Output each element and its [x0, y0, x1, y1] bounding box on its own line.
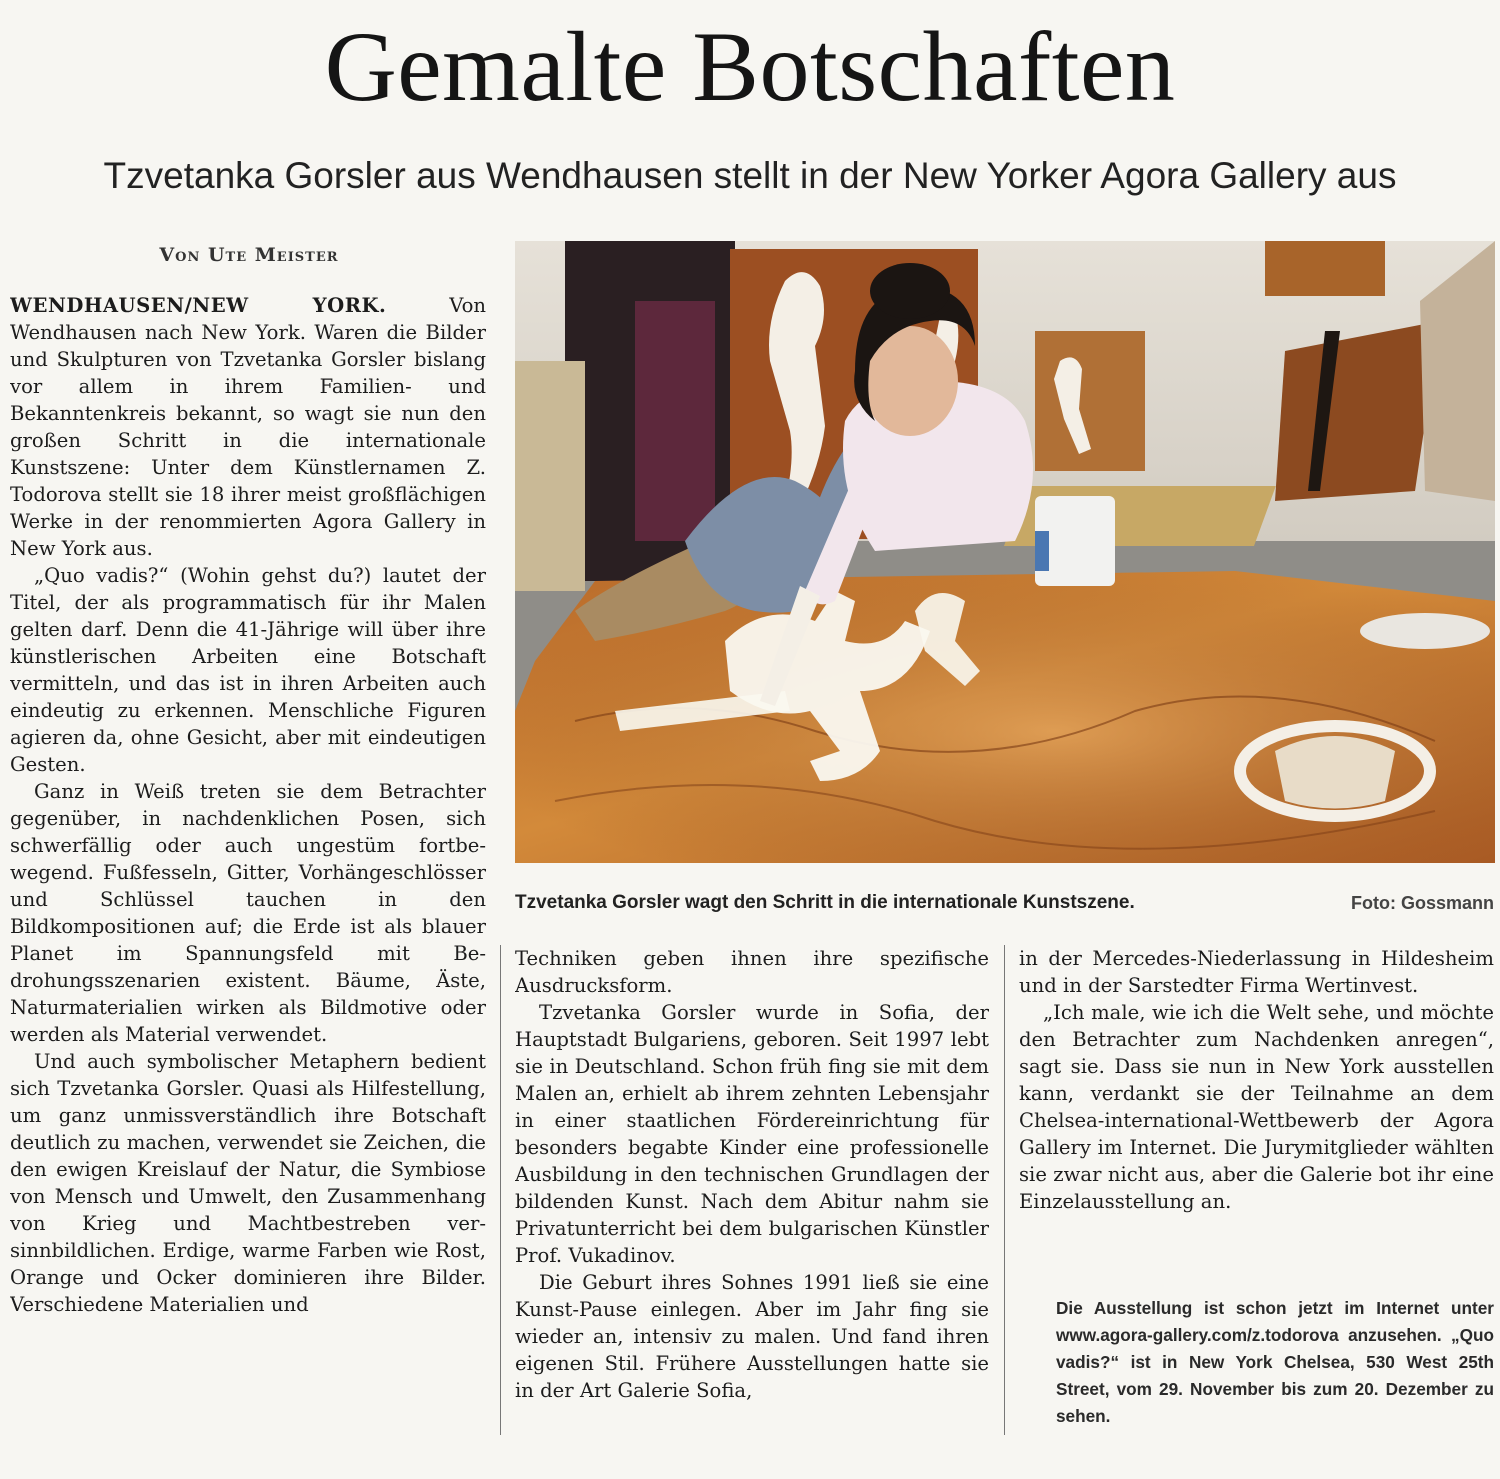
stencil-shape — [1275, 736, 1395, 809]
article-column-1 — [10, 292, 486, 1437]
paragraph-1-text: Von Wendhausen nach New York. Waren die Bilder und Skulpturen von Tzvetanka Gorsler bislang vor allem in ihrem Familien- und Bekanntenkreis bekannt, so wagt sie nun den großen Schritt in die internationale Kunstszene: Unter dem Künstlernamen Z. Todorova stellt sie 18 ihrer meist großflächigen Werke in der renommierten Agora Gallery in New York aus. — [10, 294, 486, 560]
article-column-3 — [1019, 945, 1494, 1275]
shelf-panel — [515, 361, 585, 591]
paragraph-4: Und auch symbolischer Metaphern bedient sich Tzvetanka Gorsler. Quasi als Hilfestellung, um ganz unmissverständlich ihre Botschaft deutlich zu machen, verwendet sie Zeichen, die den ewigen Kreislauf der Natur, die Symbiose von Mensch und Umwelt, den Zusammenhang von Krieg und Machtbestreben versinnbildlichen. Erdige, warme Farben wie Rost, Orange und Ocker dominieren ihre Bilder. Verschiedene Materialien und — [10, 1050, 486, 1316]
photo-credit: Foto: Gossmann — [1351, 893, 1494, 913]
bucket-label — [1035, 531, 1049, 571]
article-subheadline: Tzvetanka Gorsler aus Wendhausen stellt in der New Yorker Agora Gallery aus — [103, 155, 1397, 196]
article-byline: Von Ute Meister — [159, 244, 339, 266]
paragraph-9: „Ich male, wie ich die Welt sehe, und möchte den Betrachter zum Nachdenken anregen“, sagt sie. Dass sie nun in New York ausstellen kann, verdankt sie der Teilnahme an dem Chelsea-international-Wettbewerb der Agora Gallery im Internet. Die Jurymitglieder wählten sie zwar nicht aus, aber die Galerie bot ihr eine Einzelausstellung an. — [1019, 1001, 1494, 1213]
article-photo — [515, 241, 1495, 863]
paragraph-1 — [10, 292, 486, 562]
paragraph-5: Techniken geben ihnen ihre spezifische Ausdrucksform. — [515, 947, 989, 997]
photo-caption: Tzvetanka Gorsler wagt den Schritt in die internationale Kunstszene. — [515, 892, 1135, 913]
artist-hair-bun — [870, 263, 950, 319]
column-divider — [1004, 945, 1005, 1435]
panel-middle — [1035, 331, 1145, 471]
paragraph-8: in der Mercedes-Niederlassung in Hildesheim und in der Sarstedter Firma Wertinvest. — [1019, 947, 1494, 997]
doorway-light — [635, 301, 715, 541]
paragraph-7: Die Geburt ihres Sohnes 1991 ließ sie eine Kunst-Pause einlegen. Aber im Jahr fing sie wieder an, intensiv zu malen. Und fand ihren eigenen Stil. Frühere Ausstellungen hatte sie in der Art Galerie Sofia, — [515, 1271, 989, 1402]
paragraph-2: „Quo vadis?“ (Wohin gehst du?) lautet der Titel, der als programmatisch für ihr Malen gelten darf. Denn die 41-Jährige will über ihre künstlerischen Arbeiten eine Botschaft vermitteln, und das ist in ihren Arbeiten auch eindeutig zu erkennen. Menschliche Figuren agieren da, ohne Gesicht, aber mit eindeutigen Gesten. — [10, 564, 486, 776]
paragraph-3: Ganz in Weiß treten sie dem Betrachter gegenüber, in nachdenklichen Posen, sich schwerfällig oder auch ungestüm fortbewegend. Fußfesseln, Gitter, Vorhängeschlösser und Schlüssel tauchen in den Bildkompositionen auf; die Erde ist als blauer Planet im Spannungsfeld mit Bedrohungsszenarien existent. Bäume, Äste, Naturmaterialien wirken als Bildmotive oder werden als Material verwendet. — [10, 780, 486, 1046]
article-column-2 — [515, 945, 989, 1437]
paragraph-6: Tzvetanka Gorsler wurde in Sofia, der Hauptstadt Bulgariens, geboren. Seit 1997 lebt sie in Deutschland. Schon früh fing sie mit dem Malen an, erhielt ab ihrem zehnten Lebensjahr in einer staatlichen Fördereinrichtung für besonders begabte Kinder eine professionelle Ausbildung in den technischen Grundlagen der bildenden Kunst. Nach dem Abitur nahm sie Privatunterricht bei dem bulgarischen Künstler Prof. Vukadinov. — [515, 1001, 989, 1267]
exhibition-info-box: Die Ausstellung ist schon jetzt im Internet unter www.agora-gallery.com/z.todorova anzusehen. „Quo vadis?“ ist in New York Chelsea, 530 West 25th Street, vom 29. November bis zum 20. Dezember zu sehen. — [1056, 1298, 1494, 1426]
small-panel-top — [1265, 241, 1385, 296]
article-headline: Gemalte Botschaften — [324, 11, 1176, 122]
dateline: WENDHAUSEN/NEW YORK. — [10, 294, 387, 317]
artist-painting-photo — [515, 241, 1495, 863]
floor-plate — [1360, 613, 1490, 649]
column-divider — [500, 945, 501, 1435]
